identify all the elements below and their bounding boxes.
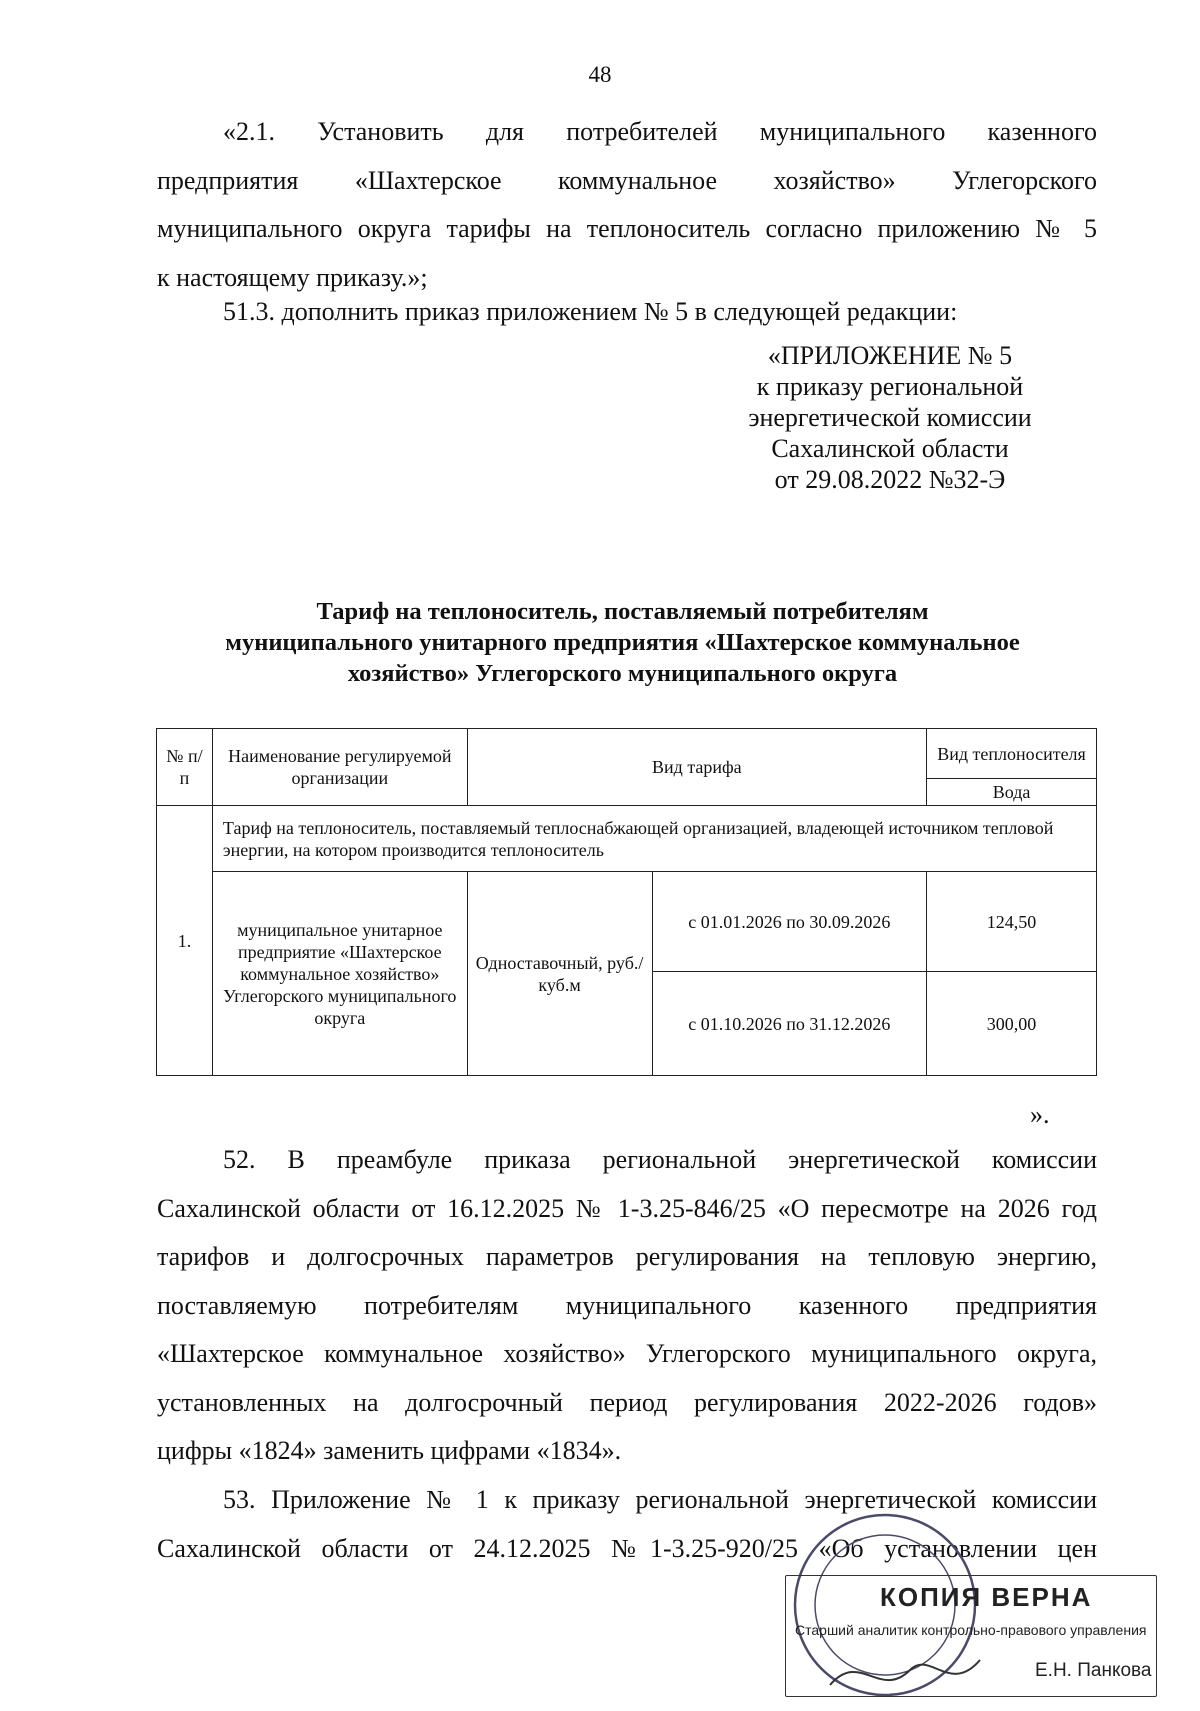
paragraph-52 [157, 1136, 1097, 1476]
paragraph-53-line2: Сахалинской области от 24.12.2025 №1-3.25-920/25 «Об установлении цен [157, 1533, 1097, 1563]
paragraph-52-line3: тарифов и долгосрочных параметров регулирования на тепловую энергию, [157, 1242, 1097, 1271]
section-text: Тариф на теплоноситель, поставляемый теплоснабжающей организацией, владеющей источником тепловой энергии, на котором производится теплоноситель [212, 806, 1096, 872]
table-title [150, 596, 1095, 689]
stamp-post: Старший аналитик контрольно-правового управления [795, 1622, 1147, 1638]
paragraph-2-1-line4: к настоящему приказу.»; [157, 262, 428, 292]
paragraph-52-line1: 52. В преамбуле приказа региональной энергетической комиссии [223, 1145, 1097, 1174]
paragraph-52-line6: установленных на долгосрочный период регулирования 2022-2026 годов» [157, 1387, 1097, 1417]
tariff-kind: Одноставочный, руб./куб.м [467, 872, 652, 1076]
paragraph-52-line5: «Шахтерское коммунальное хозяйство» Углегорского муниципального округа, [157, 1339, 1097, 1368]
table-title-line3: хозяйство» Углегорского муниципального округа [347, 660, 898, 687]
header-org: Наименование регулируемой организации [212, 729, 467, 806]
paragraph-52-line2: Сахалинской области от 16.12.2025 № 1-3.25-846/25 «О пересмотре на 2026 год [157, 1193, 1097, 1223]
org-name: муниципальное унитарное предприятие «Шахтерское коммунальное хозяйство» Углегорского муниципального округа [212, 872, 467, 1076]
appendix-line2: к приказу региональной [756, 372, 1024, 401]
header-tariff-type: Вид тарифа [467, 729, 926, 806]
table-title-line2: муниципального унитарного предприятия «Шахтерское коммунальное [225, 629, 1020, 656]
value-1: 124,50 [927, 872, 1097, 972]
row-number: 1. [157, 806, 213, 1076]
paragraph-2-1 [157, 108, 1097, 302]
tariff-table [156, 728, 1097, 1076]
header-num: № п/п [157, 729, 213, 806]
appendix-header [700, 340, 1080, 495]
paragraph-2-1-line2: предприятия «Шахтерское коммунальное хозяйство» Углегорского [157, 165, 1097, 195]
value-2: 300,00 [927, 972, 1097, 1076]
paragraph-52-line7: цифры «1824» заменить цифрами «1834». [157, 1436, 622, 1465]
paragraph-51-3: 51.3. дополнить приказ приложением № 5 в следующей редакции: [223, 297, 958, 326]
stamp-title: КОПИЯ ВЕРНА [880, 1582, 1093, 1612]
header-water: Вода [927, 779, 1097, 806]
header-carrier: Вид теплоносителя [927, 729, 1097, 779]
period-1: с 01.01.2026 по 30.09.2026 [652, 872, 927, 972]
appendix-line5: от 29.08.2022 №32-Э [774, 465, 1006, 494]
paragraph-52-line4: поставляемую потребителям муниципального казенного предприятия [157, 1290, 1097, 1320]
stamp-name: Е.Н. Панкова [1035, 1660, 1152, 1681]
paragraph-2-1-line1: «2.1. Установить для потребителей муниципального казенного [223, 117, 1097, 146]
appendix-line1: «ПРИЛОЖЕНИЕ № 5 [767, 341, 1013, 370]
page-number: 48 [588, 62, 612, 87]
appendix-line4: Сахалинской области [771, 434, 1009, 463]
period-2: с 01.10.2026 по 31.12.2026 [652, 972, 927, 1076]
closing-quote: ». [1030, 1100, 1050, 1129]
appendix-line3: энергетической комиссии [748, 403, 1032, 432]
paragraph-2-1-line3: муниципального округа тарифы на теплоноситель согласно приложению № 5 [157, 214, 1097, 243]
table-title-line1: Тариф на теплоноситель, поставляемый потребителям [316, 598, 929, 625]
paragraph-53-line1: 53. Приложение № 1 к приказу региональной энергетической комиссии [223, 1485, 1097, 1514]
